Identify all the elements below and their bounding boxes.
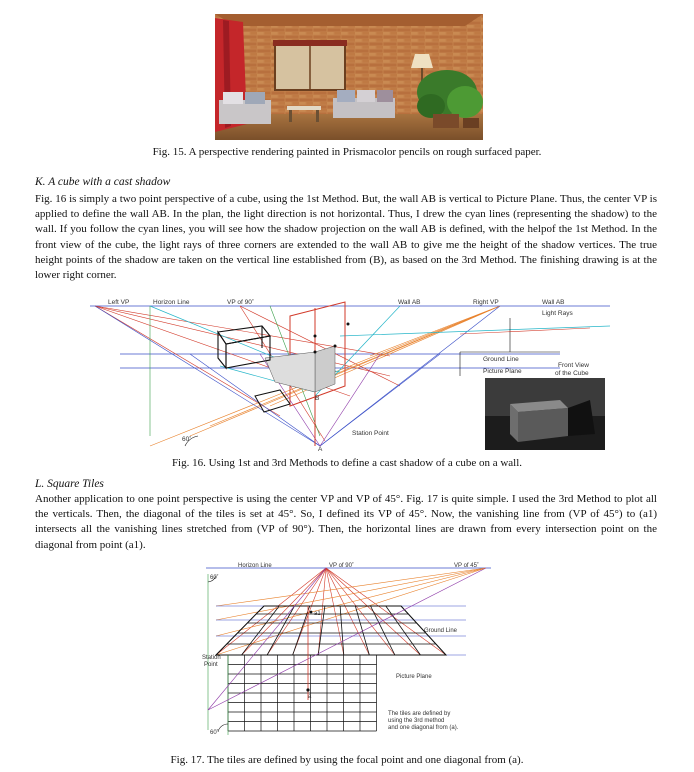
persp-grid-line — [216, 606, 264, 655]
fig17-angle-bottom-label: 60˚ — [210, 730, 219, 736]
fig16-point-a-label: A — [318, 446, 323, 453]
fig15-painting — [215, 14, 483, 140]
fig16-angle-label: 60˚ — [182, 436, 192, 443]
fig16-station-point-label: Station Point — [352, 430, 389, 437]
section-k-paragraph: Fig. 16 is simply a two point perspective of a cube, using the 1st Method. But, the wall AB is vertical to Picture Plane. Thus, the center VP is applied to define the wall AB. In the plan, the light direction is not horizontal. Thus, I drew the cyan lines (representing the shadow) to the wall. If you follow the cyan lines, you will see how the shadow projection on the wall AB is defined, with the helpof the 1st Method. In the front view of the cube, the light rays of three corners are extended to the wall AB to give me the height of the shadow vertices. The true height points of the shadow are taken on the vertical line established from (B), as based on the 3rd Method. The finishing drawing is at the lower right corner. — [35, 193, 657, 282]
fig16-left-vp-label: Left VP — [108, 299, 130, 306]
fig16-ground-line-label: Ground Line — [483, 356, 519, 363]
vp90-ray — [326, 568, 446, 655]
vp90-ray — [326, 568, 369, 655]
fig17-a1-label: a1 — [314, 611, 321, 617]
fig17-angle-top-label: 60˚ — [210, 575, 219, 581]
section-l-heading: L. Square Tiles — [35, 478, 104, 490]
fig17-note-line-1: The tiles are defined by — [388, 711, 451, 717]
persp-grid-line — [267, 606, 294, 655]
fig17-vp45-label: VP of 45˚ — [454, 563, 479, 569]
fig16-diagram — [90, 296, 610, 456]
fig17-horizon-line-label: Horizon Line — [238, 563, 272, 569]
fig17-caption: Fig. 17. The tiles are defined by using the focal point and one diagonal from (a). — [170, 754, 524, 766]
persp-grid-line — [340, 606, 344, 655]
fig17-point-a-label: a — [308, 694, 312, 700]
fig17-note-line-3: and one diagonal from (a). — [388, 725, 459, 731]
fig16-caption: Fig. 16. Using 1st and 3rd Methods to define a cast shadow of a cube on a wall. — [171, 457, 523, 469]
fig16-vp90-label: VP of 90˚ — [227, 299, 254, 306]
fig16-light-rays-label: Light Rays — [542, 310, 573, 317]
fig16-picture-plane-label: Picture Plane — [483, 368, 522, 375]
fig17-ground-line-label: Ground Line — [424, 628, 458, 634]
fig17-vp90-label: VP of 90˚ — [329, 563, 354, 569]
fig16-horizon-line-label: Horizon Line — [153, 299, 190, 306]
fig16-front-view-label-1: Front View — [558, 362, 589, 369]
fig16-wall-ab2-label: Wall AB — [542, 299, 565, 306]
fig17-station-label-1: Station — [202, 655, 221, 661]
vp90-ray — [326, 568, 395, 655]
fig15-caption: Fig. 15. A perspective rendering painted in Prismacolor pencils on rough surfaced paper. — [152, 146, 542, 158]
fig17-station-label-2: Point — [204, 662, 218, 668]
fig16-right-vp-label: Right VP — [473, 299, 499, 306]
section-l-paragraph: Another application to one point perspective is using the center VP and VP of 45°. Fig. 17 is quite simple. I used the 3rd Method to plot all the verticals. Then, the diagonal of the tiles is set at 45°. So, I defined its VP of 45°. Now, the vanishing line from (VP of 45°) to (a1) intersects all the vanishing lines stretched from (VP of 90°). Then, the horizontal lines are drawn from every intersection point on the diagonal from point (a1). — [35, 493, 657, 551]
fig17-diagram — [196, 560, 496, 738]
section-k-heading: K. A cube with a cast shadow — [35, 176, 171, 188]
fig17-picture-plane-label: Picture Plane — [396, 674, 432, 680]
fig17-note-line-2: using the 3rd method — [388, 718, 445, 724]
fig16-point-b-label: B — [315, 395, 320, 402]
fig16-wall-ab-label: Wall AB — [398, 299, 421, 306]
fig16-front-view-label-2: of the Cube — [555, 370, 589, 377]
